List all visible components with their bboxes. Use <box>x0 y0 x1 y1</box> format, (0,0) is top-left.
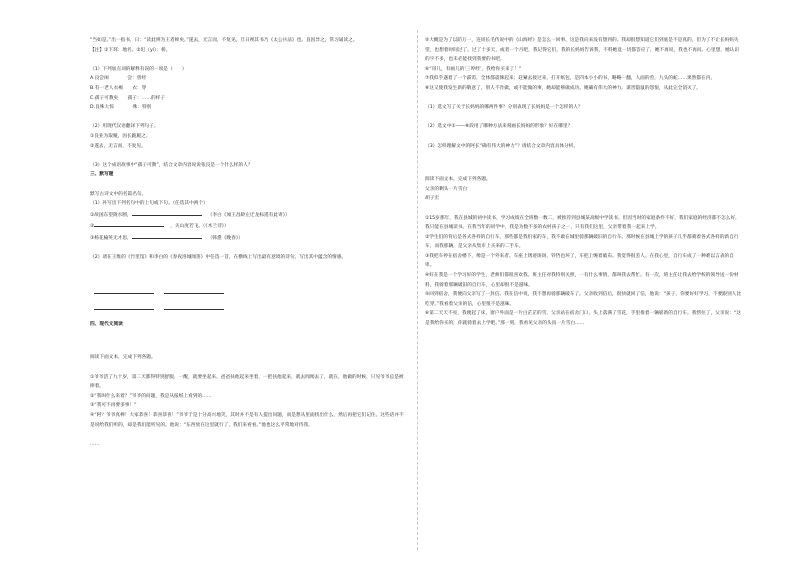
fill-text: ①故国东望陇水断， <box>90 212 132 218</box>
answer-line[interactable] <box>94 303 154 310</box>
article-author: 胡子宏 <box>425 196 440 202</box>
answer-line[interactable] <box>164 287 224 294</box>
passage-paragraph: ④好在我是一个学习好的学生，老师们都很喜欢我。班主任对我特别关照，一有什么事情，都叫我去帮忙。有一次，班主任让我去给学校的领导送一份材料，我骑着那辆破旧的自行车，心里却很不是滋味。 <box>425 273 739 288</box>
question-1: （1）选文写了关于长妈妈的哪两件事？分别表现了长妈妈是一个怎样的人？ <box>425 105 583 111</box>
passage-paragraph: ③“我可不再要多事！” <box>90 403 137 409</box>
fill-source: （韩愈《晚春》） <box>207 235 243 241</box>
right-column <box>425 36 743 329</box>
section-heading-4: 四、现代文阅读 <box>90 321 123 327</box>
reading-intro: 阅读下面文本，完成下列各题。 <box>90 355 156 361</box>
passage-paragraph: ②学生们的背后是各式各样的自行车，那些都是我们家的车，我不敢在城里骑那辆破旧的自行车。那时候在县城上学的孩子几乎都骑着各式各样的新自行车，而我那辆，是父亲从集市上买来的二手车。 <box>425 234 739 250</box>
annotation-note: 【注】①下邳：地名。②圯（yí）：桥。 <box>90 47 171 53</box>
question-2: （2）选文中①——⑧段用了哪种方法来刻画长妈妈的形象？好在哪里？ <box>425 124 573 130</box>
translate-item-1: ①良业为取履，因长跪履之。 <box>90 133 151 139</box>
option-b: B.有一老人衣褐 衣：穿 <box>90 85 147 91</box>
left-column <box>90 36 408 449</box>
fill-source: ，关山度若飞。（《木兰诗》） <box>170 224 229 230</box>
passage-paragraph: ①爷爷活了九十岁，第二天都得特别舒服，一醒，就要坐起来。爸爸扶他起来坐着，一把扶他起来，就去闻闻去了，就在，他做的时候，只见爷爷总是被摔着。 <box>90 374 404 390</box>
ellipsis: …… <box>90 441 100 447</box>
translate-item-2: ②遂去，无言而，不复见。 <box>90 143 146 149</box>
answer-blank[interactable] <box>94 220 164 227</box>
passage-paragraph: ⑦我似乎遇着了一个霹雳，全体都震悚起来；赶紧去接过来，打开纸包，是四本小小的书，略略一翻，人面的兽，九头的蛇……果然都在内。 <box>425 76 716 82</box>
passage-paragraph: ⑥“哥儿，有画儿的‘三哼经’，我给你买来了！” <box>425 66 522 72</box>
option-c: C.孺子可教矣 孺子：……的样子 <box>90 95 166 101</box>
passage-paragraph: ④“阿？爷爷真棒！大家恭喜！恭喜恭喜！”爷爷于是十分高兴地笑，其时并不是有人提出问题，而是想从里面找出什么，然后再把它们记住。这些话并不是说给我们听的，却是我们能听见的。他说：“东西放在这里就行了，我们来看看。”他也这么平常地对待我。 <box>90 413 404 428</box>
fill-line-2 <box>90 220 408 232</box>
fill-question: （1）补写出下列名句中的上句或下句。（任选其中两个） <box>90 201 208 207</box>
option-a: A.良尝闲 尝：曾经 <box>90 76 147 82</box>
passage-paragraph: ②“我叫什么来着？”爷爷的问题，我是从报纸上看到的…… <box>90 393 212 399</box>
answer-blank[interactable] <box>132 232 202 239</box>
question-3: （3）怎样理解文中的阿长“确有伟大的神力”？请结合文章内容具体分析。 <box>425 143 579 149</box>
answer-lines-1 <box>94 287 408 294</box>
section-heading-3: 三、默写题 <box>90 172 114 178</box>
passage-paragraph: ⑧这又使我发生新的敬意了，别人不肯做，或不能做的事，她却能够做成功。她确有伟大的神力。谋害隐鼠的怨恨，从此完全消灭了。 <box>425 85 702 91</box>
question-2: （2）用现代汉语翻译下列句子。 <box>90 124 159 130</box>
answer-line[interactable] <box>164 303 224 310</box>
answer-lines-2 <box>94 303 408 310</box>
question-1: （1）下列加点词的解释有误的一项是（ ） <box>90 66 187 72</box>
fill-line-1 <box>90 209 408 221</box>
article-title: 父亲的剩头一片雪白 <box>425 186 468 192</box>
passage-paragraph: ⑤大概是为了以防万一，连同长毛传说中的《山海经》是怎么一回事。这是我向来没有想到的。我却很想知道它们到底是不是真的，但为了不让长妈妈失望，也想着时间过了。过了十多天，或者一个月吧，我记得它们，我的长妈妈告诉我，不料她竟一切都答应了，她不再说，我也不再问。心里想，她认识的字不多，也未必能找到我要的书吧。 <box>425 38 740 63</box>
fill-text: ② <box>90 224 95 230</box>
column-divider <box>417 30 418 550</box>
fill-source: （李白《闻王昌龄左迁龙标遥有此寄》） <box>207 212 290 218</box>
passage-paragraph: ⑤回到宿舍，我便向父亲写了一封信。我在信中说，我不想再骑那辆破车了。父亲收到信后，很快就回了信，他说：“孩子，你要好好学习，不要跟别人比吃穿。”我看着父亲的信，心里很不是滋味。 <box>425 292 742 307</box>
poem-question: （2）请在王维的《竹里馆》和李白的《春夜洛城闻笛》中任选一首，在横线上写出最有意境的诗句，写出其中蕴含的情感。 <box>90 255 347 261</box>
question-3: （3）这个成语故事中“孺子可教”，结合文章内容说说张良是一个什么样的人？ <box>90 162 253 168</box>
reading-intro: 阅读下面文本，完成下列各题。 <box>425 177 491 183</box>
passage-paragraph: ⑥第二天天不亮，我便起了床，窗户外面是一片白茫茫的雪，父亲站在宿舍门口，头上落满了雪花，手里推着一辆崭新的自行车。我愣住了，父亲说：“这是我给你买的，你就骑着去上学吧。”那一刻，我看见父亲的头顶一片雪白…… <box>425 311 742 327</box>
fill-line-3 <box>90 232 408 244</box>
answer-blank[interactable] <box>132 209 202 216</box>
answer-line[interactable] <box>94 287 154 294</box>
fill-text: ③杨花榆荚无才思， <box>90 235 132 241</box>
section-intro: 默写古诗文中的名篇名句。 <box>90 191 147 197</box>
passage-paragraph: ①15岁那年，我在县城的初中读书，学习成绩在全班数一数二，被推荐到县城某高级中学读书。但因当时的家庭条件不好，我们家庭的经济都不怎么好，我只能在县城读书。在我当年的同学中，我是为数不多的农村孩子之一，只有我们这里，父亲带着我一起来上学。 <box>425 215 740 231</box>
passage-paragraph: ③我把车停在宿舍楼下，像是一个外来者。车座上锈迹斑斑，铃铛也坏了，车把上缠着破布。我觉得很丢人。在我心里，自行车成了一种难以言表的自卑。 <box>425 253 734 269</box>
option-d: D.良殊大惊 殊：特别 <box>90 105 152 111</box>
text-line: “当如是。”出一指书，曰：“读此则为王者师矣。”遂去，无言而，不复见。旦日视其书乃《太公兵法》也。良因异之，常习诵读之。 <box>90 38 358 43</box>
